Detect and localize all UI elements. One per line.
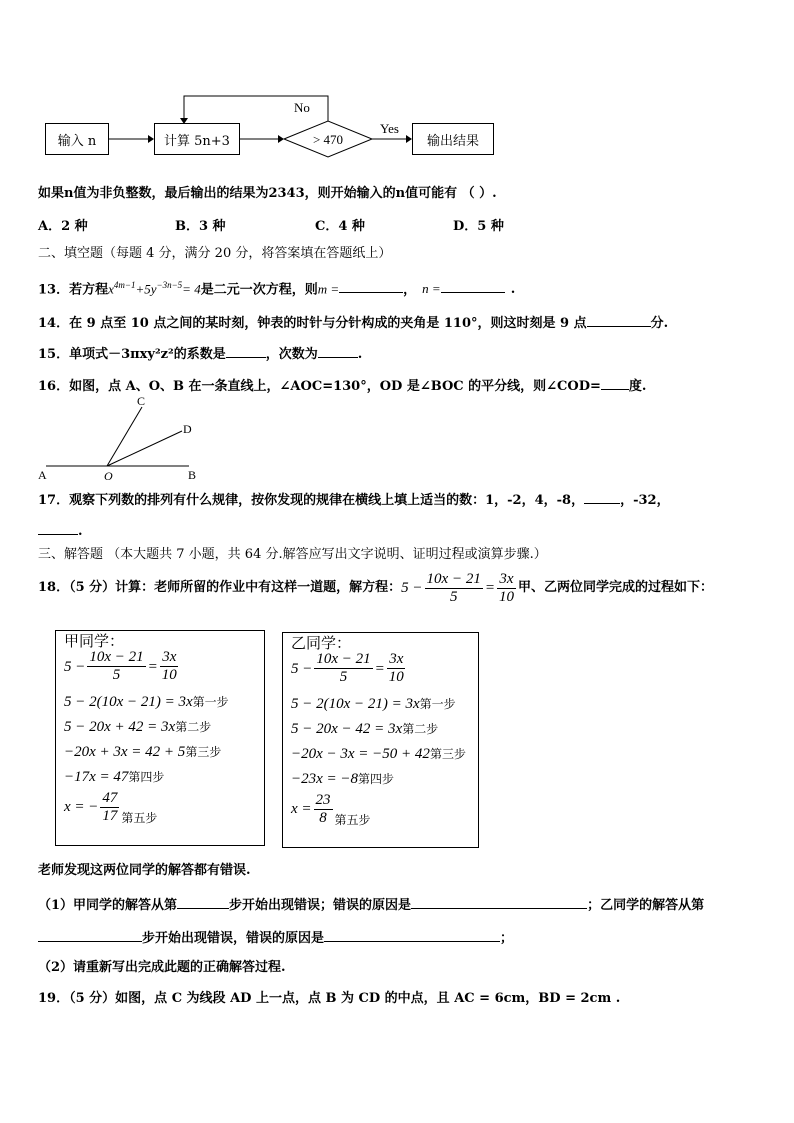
q13-n-blank[interactable]: [441, 278, 505, 293]
ray-oc: [107, 407, 142, 466]
b-l2-step: 第一步: [419, 697, 456, 711]
a-l2: 5 − 2(10x − 21) = 3x: [64, 694, 193, 710]
flow-compute-box: [154, 123, 240, 155]
q12-stem: 如果n值为非负整数，最后输出的结果为2343，则开始输入的n值可能有 （ ）.: [38, 186, 497, 201]
q18-sub1-c: ；乙同学的解答从第: [587, 898, 705, 913]
q15-blank1[interactable]: [226, 343, 266, 358]
b-l6-step: 第五步: [334, 813, 371, 827]
a-l1-den: 5: [112, 667, 121, 683]
q13-n-label: n =: [422, 281, 441, 297]
q16-text1: 16．如图，点 A、O、B 在一条直线上，∠AOC=130°，OD 是∠BOC 的平分线，则∠COD=: [38, 379, 601, 394]
b-l5: −23x = −8: [291, 771, 359, 787]
q16-figure: [34, 395, 204, 485]
student-a-line5: [64, 768, 164, 786]
b-l6-frac: [314, 792, 333, 827]
student-b-line2: [291, 695, 456, 713]
q13-num: 13．: [38, 282, 70, 298]
q16: [38, 375, 646, 396]
b-l1-num: 10x − 21: [316, 651, 371, 667]
q18-eq-prefix: 5 −: [401, 580, 423, 596]
a-l1-num: 10x − 21: [89, 649, 144, 665]
q18-intro-line: [38, 568, 713, 608]
q18-intro: 18．（5 分）计算：老师所留的作业中有这样一道题，解方程：: [38, 580, 402, 595]
a-l3-step: 第二步: [175, 720, 212, 734]
q13-exp1: 4m−1: [113, 280, 136, 290]
b-l1-frac1: [314, 651, 372, 686]
q18-blank-a-step[interactable]: [177, 894, 229, 909]
q13: [38, 276, 515, 299]
q13-m-label: m =: [317, 281, 340, 297]
b-l1-mid: =: [374, 660, 385, 677]
q18-eq-frac1: [425, 571, 483, 606]
section3-title: 三、解答题 （本大题共 7 小题，共 64 分.解答应写出文字说明、证明过程或演算步骤.）: [38, 547, 547, 562]
b-l6-num: 23: [315, 791, 331, 808]
b-l1-num2: 3x: [389, 651, 404, 667]
q18-blank-a-reason[interactable]: [411, 894, 587, 909]
student-a-title: 甲同学：: [64, 634, 125, 650]
q12-option-d: D．5 种: [453, 219, 504, 234]
a-l1-mid: =: [147, 658, 158, 675]
q12-option-c: C．4 种: [315, 219, 365, 234]
q17-blank1[interactable]: [584, 489, 620, 504]
flow-input-box: [45, 123, 109, 155]
a-l1-den2: 10: [161, 667, 177, 683]
a-l1-frac1: [87, 649, 145, 684]
a-l6-num: 47: [102, 789, 118, 806]
student-a-line4: [64, 743, 221, 761]
condition-text: > 470: [312, 132, 344, 147]
a-l6-pre: x = −: [64, 799, 99, 815]
student-b-line5: [291, 770, 394, 788]
a-l2-step: 第一步: [192, 695, 229, 709]
q16-blank[interactable]: [601, 375, 629, 390]
a-l1-frac2: [160, 649, 179, 684]
student-a-box: [55, 630, 265, 846]
q15-end: .: [357, 347, 363, 362]
a-l4: −20x + 3x = 42 + 5: [64, 744, 186, 760]
yes-label: Yes: [380, 121, 399, 136]
q18-sub2: （2）请重新写出完成此题的正确解答过程.: [38, 960, 286, 975]
q18-outro: 甲、乙两位同学完成的过程如下：: [517, 580, 713, 595]
a-l3: 5 − 20x + 42 = 3x: [64, 719, 176, 735]
b-l1-pre: 5 −: [291, 660, 313, 677]
b-l1-frac2: [387, 651, 406, 686]
q18-sub1-line1: [38, 894, 704, 915]
a-l5-step: 第四步: [128, 770, 165, 784]
q17-mid: ，-32，: [620, 493, 670, 508]
section2-title: 二、填空题（每题 4 分，满分 20 分，将答案填在答题纸上）: [38, 246, 392, 261]
student-b-line6: [291, 789, 371, 829]
b-l6-den: 8: [319, 809, 327, 826]
student-b-line1: [291, 651, 408, 686]
student-a-line3: [64, 718, 211, 736]
a-l4-step: 第三步: [185, 745, 222, 759]
q18-sub1-b: 步开始出现错误；错误的原因是: [229, 898, 412, 913]
q13-end: .: [510, 282, 516, 298]
q12-option-a: A．2 种: [38, 219, 88, 234]
label-o: O: [104, 469, 113, 483]
q13-pre: 若方程: [69, 282, 109, 298]
q18-sub1-a: （1）甲同学的解答从第: [38, 898, 178, 913]
q14-end: 分.: [650, 316, 669, 331]
q19: 19．（5 分）如图，点 C 为线段 AD 上一点，点 B 为 CD 的中点，且 AC = 6cm，BD = 2cm .: [38, 991, 621, 1006]
q15-text2: ，次数为: [265, 347, 318, 362]
q14-blank[interactable]: [587, 312, 651, 327]
b-l5-step: 第四步: [358, 772, 395, 786]
q13-eq-mid: +5y: [135, 281, 157, 297]
b-l2: 5 − 2(10x − 21) = 3x: [291, 696, 420, 712]
student-a-line6: [64, 787, 157, 827]
q15-blank2[interactable]: [318, 343, 358, 358]
q13-exp2: −3n−5: [156, 280, 183, 290]
flow-compute-label: 计算 5n+3: [164, 133, 230, 149]
q18-eq-frac2: [497, 571, 516, 606]
ray-od: [107, 431, 182, 466]
q13-m-blank[interactable]: [339, 278, 403, 293]
student-b-title: 乙同学：: [291, 636, 352, 652]
student-b-box: [282, 632, 479, 848]
b-l4: −20x − 3x = −50 + 42: [291, 746, 430, 762]
q17-blank2[interactable]: [38, 520, 78, 535]
q15: [38, 343, 362, 364]
a-l6-frac: [100, 790, 119, 825]
q12-option-b: B．3 种: [175, 219, 226, 234]
q18-eq-num1: 10x − 21: [426, 570, 481, 587]
label-d: D: [183, 422, 192, 436]
q14-text: 14．在 9 点至 10 点之间的某时刻，钟表的时针与分针构成的夹角是 110°，则这时刻是 9 点: [38, 316, 587, 331]
q14: [38, 312, 668, 333]
flow-input-label: 输入 n: [57, 133, 97, 149]
label-b: B: [188, 468, 197, 482]
flow-output-box: [412, 123, 494, 155]
b-l4-step: 第三步: [429, 747, 466, 761]
q18-teacher-note: 老师发现这两位同学的解答都有错误.: [38, 863, 251, 878]
flow-output-label: 输出结果: [426, 133, 479, 149]
q18-eq-eq: =: [484, 580, 495, 596]
q13-text: 是二元一次方程，则: [200, 282, 318, 298]
b-l1-den2: 10: [388, 669, 404, 685]
q18-blank-b-reason[interactable]: [324, 927, 500, 942]
q13-eq-x: x: [108, 281, 114, 297]
student-a-line1: [64, 649, 181, 684]
b-l6-pre: x =: [291, 801, 312, 817]
student-b-line3: [291, 720, 438, 738]
q18-eq-den2: 10: [498, 588, 514, 605]
q13-sep: ，: [403, 282, 417, 298]
student-a-line2: [64, 693, 229, 711]
b-l3-step: 第二步: [402, 722, 439, 736]
a-l6-den: 17: [102, 807, 118, 824]
q18-blank-b-step[interactable]: [38, 927, 142, 942]
student-b-line4: [291, 745, 466, 763]
q13-eq-post: = 4: [182, 281, 201, 297]
q17: [38, 489, 670, 510]
q18-sub1-line2: [38, 927, 513, 948]
a-l1-num2: 3x: [162, 649, 177, 665]
q18-sub1-e: ；: [500, 931, 514, 946]
label-a: A: [38, 468, 47, 482]
q18-eq-num2: 3x: [499, 570, 514, 587]
q17-text: 17．观察下列数的排列有什么规律，按你发现的规律在横线上填上适当的数：1，-2，4，-8，: [38, 493, 585, 508]
q18-eq-den1: 5: [449, 588, 458, 605]
q17-end: .: [78, 524, 83, 539]
a-l5: −17x = 47: [64, 769, 129, 785]
label-c: C: [137, 395, 146, 408]
b-l1-den: 5: [339, 669, 348, 685]
b-l3: 5 − 20x − 42 = 3x: [291, 721, 403, 737]
q17-line2: [38, 520, 83, 541]
q18-sub1-d: 步开始出现错误，错误的原因是: [142, 931, 325, 946]
a-l1-pre: 5 −: [64, 658, 86, 675]
q15-text1: 15．单项式－3πxy²z²的系数是: [38, 347, 226, 362]
a-l6-step: 第五步: [121, 811, 158, 825]
no-label: No: [294, 100, 310, 115]
q16-end: 度.: [628, 379, 647, 394]
